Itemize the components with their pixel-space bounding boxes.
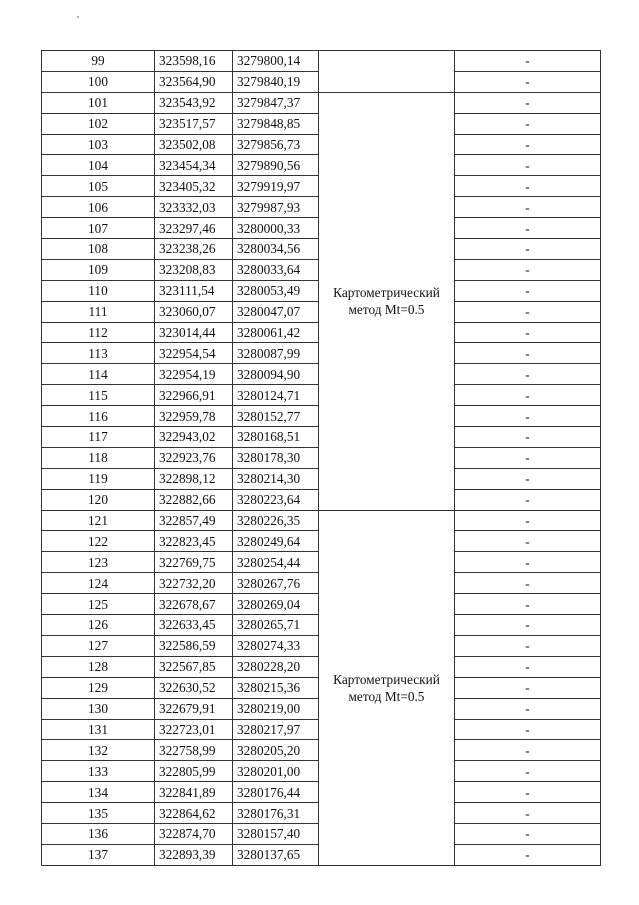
y-coordinate-cell: 3280267,76 — [233, 573, 319, 594]
y-coordinate-cell: 3280152,77 — [233, 406, 319, 427]
point-number-cell: 132 — [42, 740, 155, 761]
y-coordinate-cell: 3280087,99 — [233, 343, 319, 364]
y-coordinate-cell: 3280215,36 — [233, 677, 319, 698]
error-cell: - — [455, 698, 601, 719]
error-cell: - — [455, 823, 601, 844]
error-cell: - — [455, 656, 601, 677]
x-coordinate-cell: 323564,90 — [155, 71, 233, 92]
x-coordinate-cell: 322586,59 — [155, 635, 233, 656]
point-number-cell: 99 — [42, 51, 155, 72]
error-cell: - — [455, 635, 601, 656]
x-coordinate-cell: 322732,20 — [155, 573, 233, 594]
y-coordinate-cell: 3280219,00 — [233, 698, 319, 719]
y-coordinate-cell: 3280094,90 — [233, 364, 319, 385]
y-coordinate-cell: 3280137,65 — [233, 844, 319, 865]
scan-artifact — [77, 16, 79, 18]
x-coordinate-cell: 322882,66 — [155, 489, 233, 510]
y-coordinate-cell: 3280214,30 — [233, 468, 319, 489]
x-coordinate-cell: 322769,75 — [155, 552, 233, 573]
x-coordinate-cell: 323111,54 — [155, 280, 233, 301]
point-number-cell: 131 — [42, 719, 155, 740]
y-coordinate-cell: 3279848,85 — [233, 113, 319, 134]
x-coordinate-cell: 322633,45 — [155, 615, 233, 636]
point-number-cell: 101 — [42, 92, 155, 113]
error-cell: - — [455, 155, 601, 176]
point-number-cell: 127 — [42, 635, 155, 656]
point-number-cell: 134 — [42, 782, 155, 803]
point-number-cell: 113 — [42, 343, 155, 364]
error-cell: - — [455, 510, 601, 531]
error-cell: - — [455, 594, 601, 615]
point-number-cell: 115 — [42, 385, 155, 406]
x-coordinate-cell: 322805,99 — [155, 761, 233, 782]
point-number-cell: 104 — [42, 155, 155, 176]
y-coordinate-cell: 3279800,14 — [233, 51, 319, 72]
y-coordinate-cell: 3280265,71 — [233, 615, 319, 636]
error-cell: - — [455, 71, 601, 92]
x-coordinate-cell: 322959,78 — [155, 406, 233, 427]
table-row — [42, 510, 601, 531]
point-number-cell: 130 — [42, 698, 155, 719]
error-cell: - — [455, 113, 601, 134]
y-coordinate-cell: 3280000,33 — [233, 218, 319, 239]
point-number-cell: 112 — [42, 322, 155, 343]
point-number-cell: 118 — [42, 447, 155, 468]
point-number-cell: 124 — [42, 573, 155, 594]
point-number-cell: 119 — [42, 468, 155, 489]
point-number-cell: 100 — [42, 71, 155, 92]
y-coordinate-cell: 3280178,30 — [233, 447, 319, 468]
y-coordinate-cell: 3279840,19 — [233, 71, 319, 92]
point-number-cell: 102 — [42, 113, 155, 134]
error-cell: - — [455, 51, 601, 72]
x-coordinate-cell: 322893,39 — [155, 844, 233, 865]
error-cell: - — [455, 364, 601, 385]
point-number-cell: 133 — [42, 761, 155, 782]
error-cell: - — [455, 552, 601, 573]
point-number-cell: 123 — [42, 552, 155, 573]
point-number-cell: 105 — [42, 176, 155, 197]
x-coordinate-cell: 323060,07 — [155, 301, 233, 322]
x-coordinate-cell: 323543,92 — [155, 92, 233, 113]
error-cell: - — [455, 280, 601, 301]
error-cell: - — [455, 134, 601, 155]
x-coordinate-cell: 322823,45 — [155, 531, 233, 552]
error-cell: - — [455, 218, 601, 239]
x-coordinate-cell: 323405,32 — [155, 176, 233, 197]
point-number-cell: 121 — [42, 510, 155, 531]
point-number-cell: 128 — [42, 656, 155, 677]
error-cell: - — [455, 615, 601, 636]
point-number-cell: 125 — [42, 594, 155, 615]
table-row — [42, 51, 601, 72]
point-number-cell: 126 — [42, 615, 155, 636]
y-coordinate-cell: 3280053,49 — [233, 280, 319, 301]
y-coordinate-cell: 3280226,35 — [233, 510, 319, 531]
x-coordinate-cell: 322923,76 — [155, 447, 233, 468]
y-coordinate-cell: 3280205,20 — [233, 740, 319, 761]
error-cell: - — [455, 92, 601, 113]
x-coordinate-cell: 322758,99 — [155, 740, 233, 761]
y-coordinate-cell: 3279890,56 — [233, 155, 319, 176]
y-coordinate-cell: 3280223,64 — [233, 489, 319, 510]
error-cell: - — [455, 301, 601, 322]
x-coordinate-cell: 323238,26 — [155, 239, 233, 260]
x-coordinate-cell: 322723,01 — [155, 719, 233, 740]
error-cell: - — [455, 343, 601, 364]
x-coordinate-cell: 322630,52 — [155, 677, 233, 698]
error-cell: - — [455, 259, 601, 280]
x-coordinate-cell: 322678,67 — [155, 594, 233, 615]
y-coordinate-cell: 3280274,33 — [233, 635, 319, 656]
table-row — [42, 92, 601, 113]
x-coordinate-cell: 323332,03 — [155, 197, 233, 218]
error-cell: - — [455, 782, 601, 803]
error-cell: - — [455, 447, 601, 468]
x-coordinate-cell: 322841,89 — [155, 782, 233, 803]
point-number-cell: 122 — [42, 531, 155, 552]
y-coordinate-cell: 3279987,93 — [233, 197, 319, 218]
y-coordinate-cell: 3280168,51 — [233, 427, 319, 448]
y-coordinate-cell: 3280228,20 — [233, 656, 319, 677]
y-coordinate-cell: 3280124,71 — [233, 385, 319, 406]
x-coordinate-cell: 322966,91 — [155, 385, 233, 406]
y-coordinate-cell: 3280217,97 — [233, 719, 319, 740]
error-cell: - — [455, 406, 601, 427]
point-number-cell: 120 — [42, 489, 155, 510]
error-cell: - — [455, 322, 601, 343]
error-cell: - — [455, 531, 601, 552]
x-coordinate-cell: 323598,16 — [155, 51, 233, 72]
error-cell: - — [455, 740, 601, 761]
x-coordinate-cell: 323208,83 — [155, 259, 233, 280]
y-coordinate-cell: 3280176,44 — [233, 782, 319, 803]
method-cell: Картометрический метод Mt=0.5 — [319, 92, 455, 510]
x-coordinate-cell: 323454,34 — [155, 155, 233, 176]
y-coordinate-cell: 3280201,00 — [233, 761, 319, 782]
error-cell: - — [455, 489, 601, 510]
method-cell: Картометрический метод Mt=0.5 — [319, 510, 455, 865]
x-coordinate-cell: 322857,49 — [155, 510, 233, 531]
y-coordinate-cell: 3280269,04 — [233, 594, 319, 615]
x-coordinate-cell: 323014,44 — [155, 322, 233, 343]
error-cell: - — [455, 573, 601, 594]
method-cell — [319, 51, 455, 93]
point-number-cell: 103 — [42, 134, 155, 155]
error-cell: - — [455, 197, 601, 218]
coordinates-table — [41, 50, 601, 866]
x-coordinate-cell: 322864,62 — [155, 803, 233, 824]
x-coordinate-cell: 322567,85 — [155, 656, 233, 677]
error-cell: - — [455, 719, 601, 740]
x-coordinate-cell: 323517,57 — [155, 113, 233, 134]
coordinates-table-body — [42, 51, 601, 866]
x-coordinate-cell: 323502,08 — [155, 134, 233, 155]
point-number-cell: 107 — [42, 218, 155, 239]
y-coordinate-cell: 3280157,40 — [233, 823, 319, 844]
error-cell: - — [455, 239, 601, 260]
error-cell: - — [455, 176, 601, 197]
error-cell: - — [455, 385, 601, 406]
y-coordinate-cell: 3280061,42 — [233, 322, 319, 343]
point-number-cell: 135 — [42, 803, 155, 824]
y-coordinate-cell: 3280249,64 — [233, 531, 319, 552]
x-coordinate-cell: 323297,46 — [155, 218, 233, 239]
error-cell: - — [455, 677, 601, 698]
y-coordinate-cell: 3280176,31 — [233, 803, 319, 824]
x-coordinate-cell: 322954,19 — [155, 364, 233, 385]
point-number-cell: 108 — [42, 239, 155, 260]
x-coordinate-cell: 322679,91 — [155, 698, 233, 719]
point-number-cell: 136 — [42, 823, 155, 844]
point-number-cell: 137 — [42, 844, 155, 865]
error-cell: - — [455, 803, 601, 824]
y-coordinate-cell: 3280034,56 — [233, 239, 319, 260]
x-coordinate-cell: 322874,70 — [155, 823, 233, 844]
point-number-cell: 106 — [42, 197, 155, 218]
point-number-cell: 111 — [42, 301, 155, 322]
error-cell: - — [455, 427, 601, 448]
y-coordinate-cell: 3279847,37 — [233, 92, 319, 113]
point-number-cell: 114 — [42, 364, 155, 385]
y-coordinate-cell: 3280047,07 — [233, 301, 319, 322]
x-coordinate-cell: 322898,12 — [155, 468, 233, 489]
x-coordinate-cell: 322954,54 — [155, 343, 233, 364]
y-coordinate-cell: 3279919,97 — [233, 176, 319, 197]
error-cell: - — [455, 468, 601, 489]
error-cell: - — [455, 844, 601, 865]
y-coordinate-cell: 3280033,64 — [233, 259, 319, 280]
y-coordinate-cell: 3280254,44 — [233, 552, 319, 573]
point-number-cell: 116 — [42, 406, 155, 427]
error-cell: - — [455, 761, 601, 782]
point-number-cell: 129 — [42, 677, 155, 698]
point-number-cell: 117 — [42, 427, 155, 448]
point-number-cell: 110 — [42, 280, 155, 301]
y-coordinate-cell: 3279856,73 — [233, 134, 319, 155]
point-number-cell: 109 — [42, 259, 155, 280]
x-coordinate-cell: 322943,02 — [155, 427, 233, 448]
